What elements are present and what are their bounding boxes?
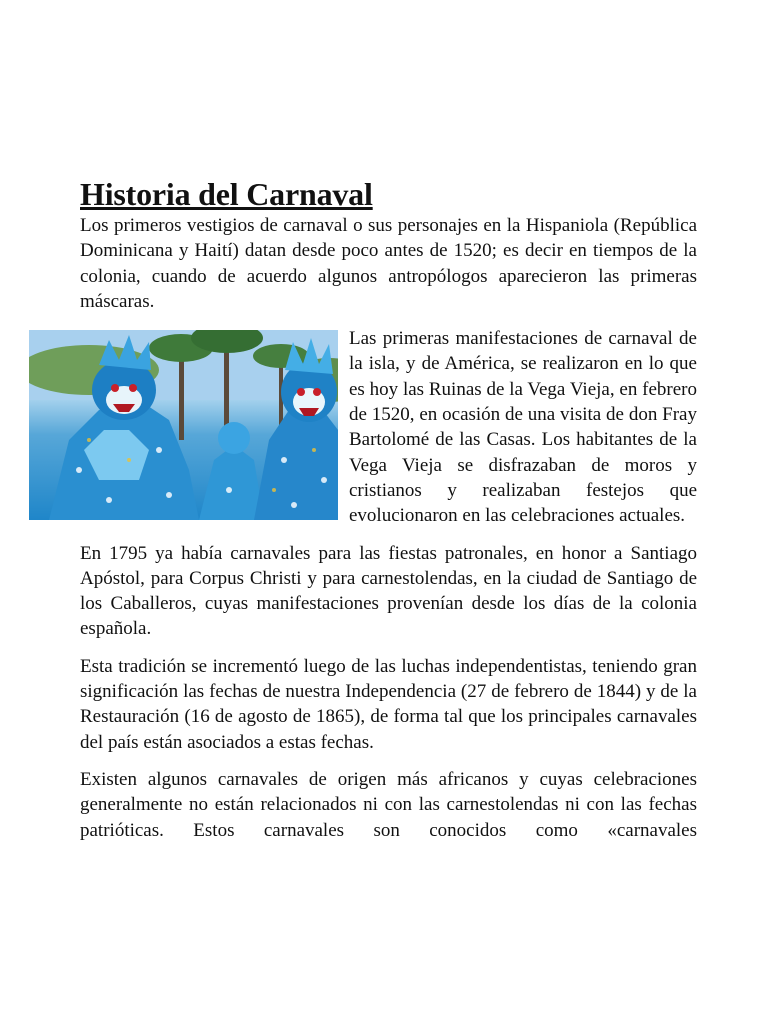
paragraph-1: Los primeros vestigios de carnaval o sus personajes en la Hispaniola (República Dominicana y Haití) datan desde poco antes de 1520; es decir en tiempos de la colonia, cuando de acuerdo algunos antropólogos aparecieron las primeras máscaras. — [80, 215, 697, 312]
paragraph-4: Esta tradición se incrementó luego de las luchas independentistas, teniendo gran significación las fechas de nuestra Independencia (27 de febrero de 1844) y de la Restauración (16 de agosto de 1865), de forma tal que los principales carnavales del país están asociados a estas fechas. — [80, 655, 697, 753]
paragraph-3: En 1795 ya había carnavales para las fiestas patronales, en honor a Santiago Apóstol, para Corpus Christi y para carnestolendas, en la ciudad de Santiago de los Caballeros, cuyas manifestaciones provenían desde los días de la colonia española. — [80, 542, 697, 640]
page-title: Historia del Carnaval — [80, 176, 373, 212]
paragraph-2-block — [80, 326, 697, 642]
carnival-photo — [29, 330, 338, 520]
document-page — [80, 175, 697, 855]
paragraph-2 — [80, 326, 697, 528]
paragraph-5: Existen algunos carnavales de origen más africanos y cuyas celebraciones generalmente no están relacionados ni con las carnestolendas ni con las fechas patrióticas. Estos carnavales son conocidos como «carnavales — [80, 768, 697, 841]
paragraph-2-text: Las primeras manifestaciones de carnaval de la isla, y de América, se realizaron en lo que es hoy las Ruinas de la Vega Vieja, en febrero de 1520, en ocasión de una visita de don Fray Bartolomé de las Casas. Los habitantes de la Vega Vieja se disfrazaban de moros y cristianos y realizaban festejos que evolucionaron en las celebraciones actuales. — [349, 328, 697, 527]
